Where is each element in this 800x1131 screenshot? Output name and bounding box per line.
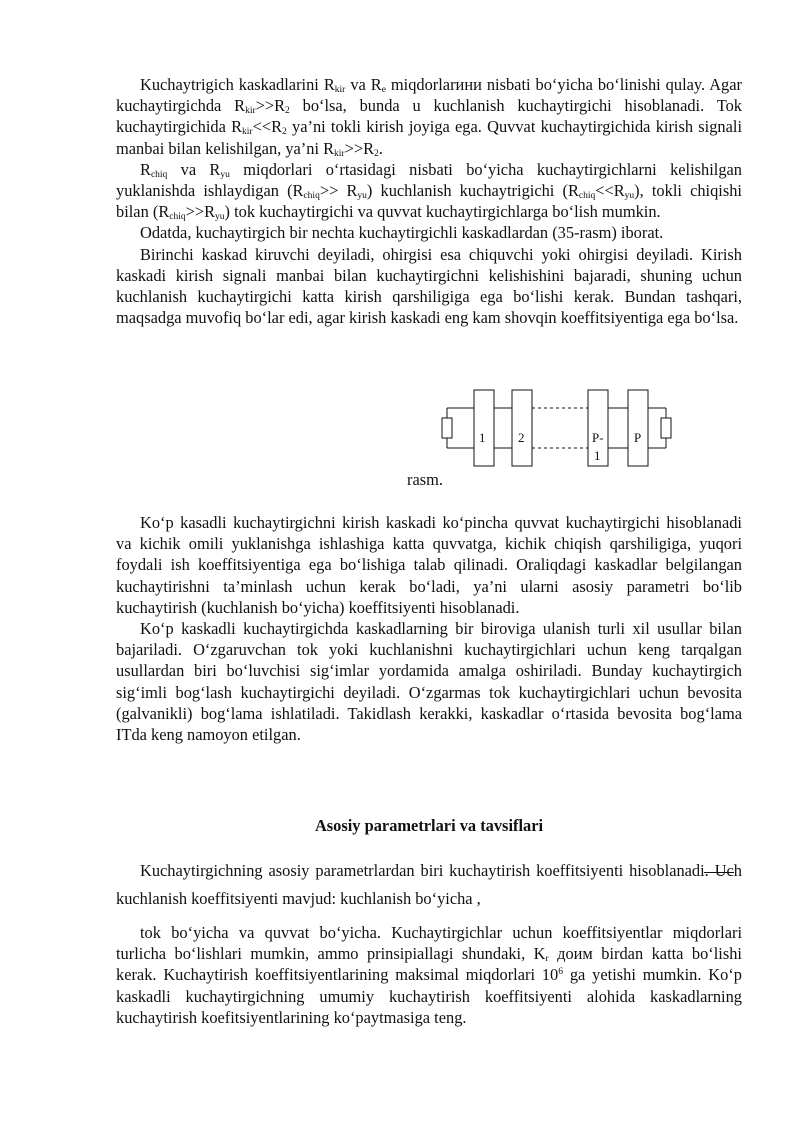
- paragraph: tok bo‘yicha va quvvat bo‘yicha. Kuchaytirgichlar uchun koeffitsiyentlar miqdorlari turlicha bo‘lishlari mumkin, ammo prinsipiallagi shundaki, $K_r$ доим birdan katta bo‘lishi kerak. Kuchaytirish koeffitsiyentlarining maksimal miqdorlari $10^6$ ga yetishi mumkin. Ko‘p kaskadli kuchaytirgichning umumiy kuchaytirish koeffitsiyenti alohida kaskadlarning kuchaytirish koefitsiyentlarining ko‘paytmasiga teng.: [116, 923, 742, 1027]
- paragraph: Odatda, kuchaytirgich bir nechta kuchaytirgichli kaskadlardan (35-rasm) iborat.: [140, 223, 664, 243]
- text-block-3a: [116, 857, 742, 913]
- stage-p-box: [628, 390, 648, 466]
- text-block-1: [116, 74, 742, 328]
- fraction-placeholder: [704, 872, 734, 873]
- paragraph: Birinchi kaskad kiruvchi deyiladi, ohirgisi esa chiquvchi yoki ohirgisi deyiladi. Kirish kaskadi kirish signali manbai bilan kuchaytirgichni kelishishini bajaradi, shuning uchun kuchlanish kuchaytirgichi katta kirish qarshiligiga ega bo‘lishi kerak. Bundan tashqari, maqsadga muvofiq bo‘lar edi, agar kirish kaskadi eng kam shovqin koeffitsiyentiga ega bo‘lsa.: [116, 244, 742, 328]
- paragraph: Kuchaytrigich kaskadlarini $R_{kir}$ va $R_e$ miqdorlarини nisbati bo‘yicha bo‘linishi qulay. Agar kuchaytirgichda $R_{kir}>>R_2$ bo‘lsa, bunda u kuchlanish kuchaytirgichi hisoblanadi. Tok kuchaytirgichida $R_{kir}<<R_2$ ya’ni tokli kirish joyiga ega. Quvvat kuchaytirgichida kirish signali manbai bilan kelishilgan, ya’ni $R_{kir}>>R_2$.: [116, 75, 742, 159]
- figure-caption: rasm.: [407, 470, 443, 489]
- source-element: [442, 418, 452, 438]
- stage-1-label: 1: [479, 430, 486, 445]
- stage-p-1-label-top: P-: [592, 430, 604, 445]
- stage-2-label: 2: [518, 430, 525, 445]
- stage-p-1-label-bottom: 1: [594, 448, 601, 463]
- stage-1-box: [474, 390, 494, 466]
- stage-p-label: P: [634, 430, 642, 445]
- paragraph: $R_{chiq}$ va $R_{yu}$ miqdorlari o‘rtasidagi nisbati bo‘yicha kuchaytirgichlarni kelishilgan yuklanishda ishlaydigan $(R_{chiq}>> R_{yu})$ kuchlanish kuchaytrigichi $(R_{chiq}<<R_{yu})$, tokli chiqishi bilan $(R_{chiq}>>R_{yu})$ tok kuchaytirgichi va quvvat kuchaytirgichlarga bo‘lish mumkin.: [116, 159, 742, 223]
- text-block-2: [116, 512, 742, 745]
- paragraph: Ko‘p kasadli kuchaytirgichni kirish kaskadi ko‘pincha quvvat kuchaytirgichi hisoblanadi va kichik omili yuklanishga ishlashiga katta quvvatga, kichik chiqish qarshiligiga, yuqori foydali ish koeffitsiyentiga ega bo‘lishiga talab qilinadi. Oraliqdagi kaskadlar belgilangan kuchaytirishni ta’minlash uchun kerak bo‘ladi, ya’ni ularni asosiy parametri bo‘lib kuchaytirish (kuchlanish bo‘yicha) koeffitsiyenti hisoblanadi.: [116, 513, 742, 617]
- stage-2-box: [512, 390, 532, 466]
- cascade-diagram: [436, 388, 676, 468]
- paragraph: Kuchaytirgichning asosiy parametrlardan biri kuchaytirish koeffitsiyenti hisoblanadi. Uch kuchlanish koeffitsiyenti mavjud: kuchlanish bo‘yicha ,: [116, 861, 742, 908]
- load-element: [661, 418, 671, 438]
- paragraph: Ko‘p kaskadli kuchaytirgichda kaskadlarning bir biroviga ulanish turli xil usullar bilan bajariladi. O‘zgaruvchan tok yoki kuchlanishni kuchaytirgichlari uchun keng tarqalgan usullardan biri bo‘luvchisi sig‘imlar yordamida amalga oshiriladi. Bunday kuchaytirgich sig‘imli bog‘lash kuchaytirgichi deyiladi. O‘zgarmas tok kuchaytirgichlari uchun bevosita (galvanikli) bog‘lama ishlatiladi. Takidlash kerakki, kaskadlar o‘rtasida bevosita bog‘lama ITda keng namoyon etilgan.: [116, 619, 742, 745]
- section-heading: Asosiy parametrlari va tavsiflari: [314, 816, 544, 835]
- text-block-3b: [116, 922, 742, 1028]
